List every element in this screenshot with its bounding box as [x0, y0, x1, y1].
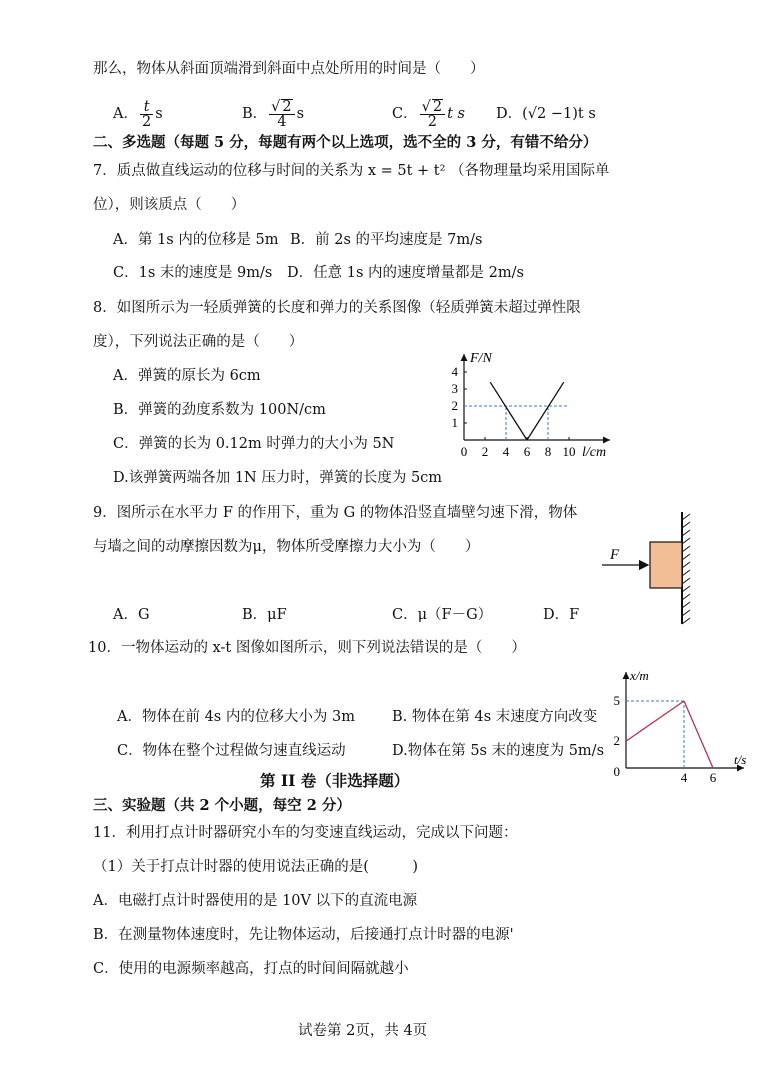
- hatch-line: [682, 618, 690, 624]
- q7-option-c[interactable]: C．1s 末的速度是 9m/s: [113, 265, 273, 281]
- hatch-line: [682, 610, 690, 616]
- x-axis-label: l/cm: [582, 445, 607, 460]
- q7-option-b[interactable]: B．前 2s 的平均速度是 7m/s: [290, 232, 483, 248]
- q6-option-a-fraction: [140, 100, 153, 129]
- hatch-line: [682, 522, 690, 528]
- q6-option-d-expr: (√2 −1)t s: [522, 106, 596, 122]
- q9-line2: 与墙之间的动摩擦因数为μ，物体所受摩擦力大小为（ ）: [93, 539, 480, 555]
- hatch-line: [682, 554, 690, 560]
- q6-option-b-unit: s: [296, 106, 305, 122]
- x-tick-label: 4: [680, 770, 688, 785]
- spring-force-chart: [440, 348, 620, 468]
- q9-option-c[interactable]: C．μ（F－G）: [392, 607, 493, 623]
- q6-option-b[interactable]: [242, 94, 304, 134]
- q10-option-a[interactable]: A．物体在前 4s 内的位移大小为 3m: [117, 709, 355, 725]
- q10-option-b[interactable]: B. 物体在第 4s 末速度方向改变: [392, 709, 598, 725]
- q6-option-c-num: 2: [432, 99, 443, 115]
- hatch-line: [682, 514, 690, 520]
- q6-option-a-unit: s: [155, 106, 163, 122]
- q10-option-d[interactable]: D.物体在第 5s 末的速度为 5m/s: [392, 743, 605, 759]
- x-tick-label: 10: [562, 444, 576, 459]
- x-tick-label: 2: [481, 444, 489, 459]
- q9-line1: 9．图所示在水平力 F 的作用下，重为 G 的物体沿竖直墙壁匀速下滑，物体: [93, 505, 578, 521]
- hatch-line: [682, 594, 690, 600]
- q8-option-b[interactable]: B．弹簧的劲度系数为 100N/cm: [113, 402, 326, 418]
- x-tick-label: 6: [709, 770, 717, 785]
- q9-option-b[interactable]: B．μF: [242, 607, 287, 623]
- hatch-line: [682, 578, 690, 584]
- q8-line1: 8．如图所示为一轻质弹簧的长度和弹力的关系图像（轻质弹簧未超过弹性限: [93, 300, 581, 316]
- force-label: F: [610, 547, 620, 563]
- q6-option-c-fraction: $\frac{√ 2}{2}$: [420, 99, 445, 129]
- q6-option-d-label: D．: [496, 106, 523, 122]
- y-tick-label: 3: [451, 381, 458, 396]
- q6-option-a-num: t: [143, 98, 150, 115]
- q7-line1: 7．质点做直线运动的位移与时间的关系为 x = 5t + t² （各物理量均采用国际单: [93, 163, 610, 179]
- q8-option-a[interactable]: A．弹簧的原长为 6cm: [113, 368, 261, 384]
- x-tick-label: 0: [460, 444, 468, 459]
- q6-option-b-den: 4: [277, 114, 287, 130]
- q6-option-a-label: A．: [113, 106, 138, 122]
- q7-option-a[interactable]: A．第 1s 内的位移是 5m: [113, 232, 279, 248]
- section3-title: 三、实验题（共 2 个小题，每空 2 分）: [93, 797, 351, 814]
- q11-line1: 11．利用打点计时器研究小车的匀变速直线运动，完成以下问题：: [93, 825, 518, 841]
- page-footer: 试卷第 2页，共 4页: [298, 1023, 428, 1039]
- q8-line2: 度），下列说法正确的是（ ）: [93, 334, 304, 350]
- q8-option-d[interactable]: D.该弹簧两端各加 1N 压力时，弹簧的长度为 5cm: [113, 470, 443, 486]
- y-tick-label: 1: [451, 415, 458, 430]
- origin-label: 0: [613, 764, 620, 779]
- q11-option-a[interactable]: A．电磁打点计时器使用的是 10V 以下的直流电源: [93, 893, 418, 909]
- y-axis-label: x/m: [630, 668, 649, 683]
- q7-line2: 位），则该质点（ ）: [93, 197, 246, 213]
- series-segment: [626, 701, 684, 741]
- q10-option-c[interactable]: C．物体在整个过程做匀速直线运动: [117, 743, 346, 759]
- q6-option-b-label: B．: [242, 106, 268, 122]
- hatch-line: [682, 586, 690, 592]
- y-tick-label: 5: [613, 693, 620, 708]
- q11-option-c[interactable]: C．使用的电源频率越高，打点的时间间隔就越小: [93, 961, 409, 977]
- q6-option-c[interactable]: [392, 94, 465, 134]
- y-tick-label: 4: [451, 364, 458, 379]
- hatch-line: [682, 570, 690, 576]
- q11-option-b[interactable]: B．在测量物体速度时，先让物体运动，后接通打点计时器的电源': [93, 927, 514, 943]
- xt-chart: [604, 666, 756, 786]
- q9-option-a[interactable]: A．G: [113, 607, 150, 623]
- x-tick-label: 4: [502, 444, 510, 459]
- y-tick-label: 2: [613, 733, 620, 749]
- q6-option-a[interactable]: [113, 94, 163, 134]
- x-tick-label: 8: [544, 444, 552, 459]
- hatch-line: [682, 546, 690, 552]
- hatch-line: [682, 602, 690, 608]
- q6-option-d[interactable]: [496, 94, 596, 134]
- q6-option-b-num: 2: [282, 99, 292, 115]
- wall-block-figure: [600, 508, 700, 628]
- series-segment: [527, 382, 564, 440]
- hatch-line: [682, 530, 690, 536]
- hatch-line: [682, 562, 690, 568]
- q6-option-a-den: 2: [141, 113, 152, 130]
- hatch-line: [682, 538, 690, 544]
- y-tick-label: 2: [451, 398, 458, 413]
- series-segment: [684, 701, 713, 768]
- q6-option-c-label: C．: [392, 106, 418, 122]
- x-axis-label: t/s: [734, 752, 747, 767]
- q8-option-c[interactable]: C．弹簧的长为 0.12m 时弹力的大小为 5N: [113, 436, 395, 452]
- q11-sub1: （1）关于打点计时器的使用说法正确的是( ): [93, 859, 419, 875]
- y-axis-label: F/N: [470, 351, 492, 366]
- block: [650, 542, 682, 588]
- q6-option-b-fraction: $\frac{√ 2}{4}$: [269, 99, 294, 129]
- part2-title: 第 II 卷（非选择题）: [260, 771, 410, 790]
- wall-hatch: [682, 514, 690, 624]
- x-tick-label: 6: [523, 444, 531, 459]
- q9-option-d[interactable]: D．F: [543, 607, 580, 623]
- section2-title: 二、多选题（每题 5 分，每题有两个以上选项，选不全的 3 分，有错不给分）: [93, 134, 598, 151]
- series-segment: [490, 382, 527, 440]
- q6-option-c-den: 2: [427, 114, 437, 130]
- q10-line1: 10．一物体运动的 x-t 图像如图所示，则下列说法错误的是（ ）: [88, 640, 526, 656]
- q6-option-c-unit: t s: [447, 106, 465, 122]
- q7-option-d[interactable]: D．任意 1s 内的速度增量都是 2m/s: [287, 265, 524, 281]
- q6-stem: 那么，物体从斜面顶端滑到斜面中点处所用的时间是（ ）: [93, 61, 485, 77]
